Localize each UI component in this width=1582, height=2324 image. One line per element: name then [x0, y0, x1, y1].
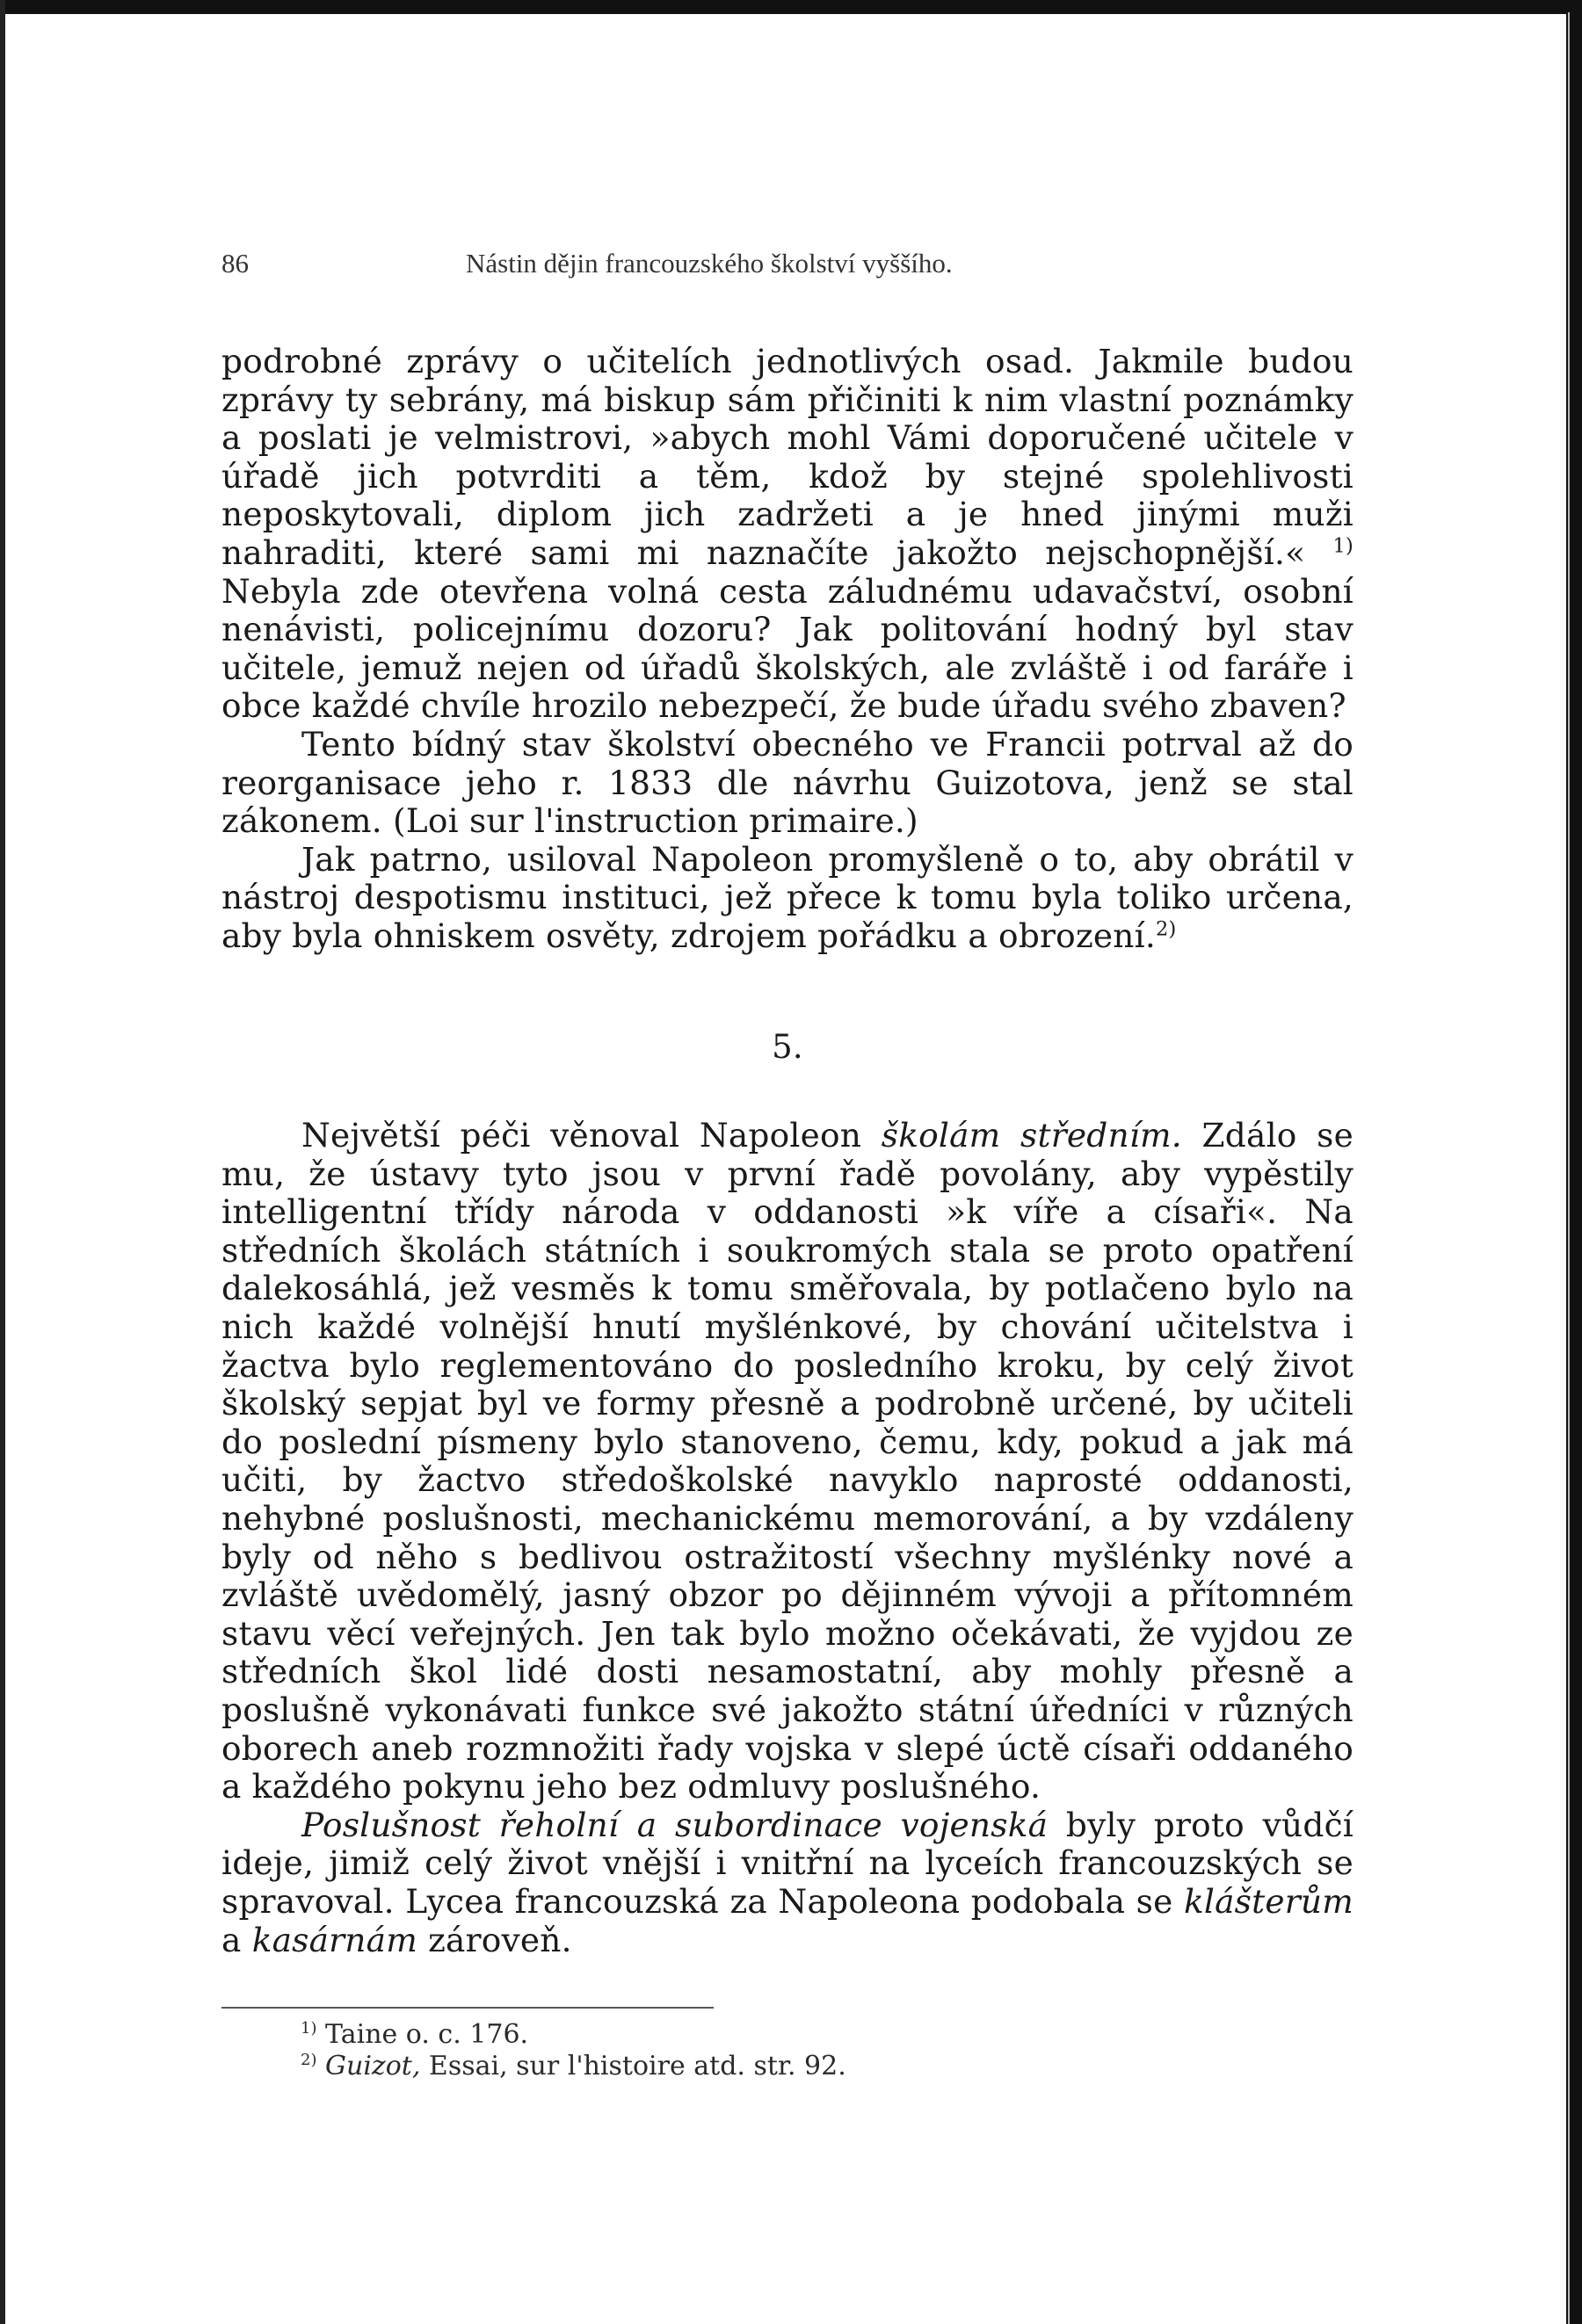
running-header	[221, 248, 1353, 286]
running-title: Nástin dějin francouzského školství vyššího.	[466, 248, 953, 279]
emphasis: kasárnám	[251, 1920, 417, 1959]
emphasis: Poslušnost řeholní a subordinace vojenská	[301, 1805, 1049, 1844]
footnote-ref-1: 1)	[1332, 534, 1353, 558]
footnote-1: $^{1)}$ Taine o. c. 176.	[301, 2019, 529, 2051]
emphasis: klášterům	[1183, 1881, 1353, 1921]
scan-left-border	[0, 0, 5, 2324]
paragraph: Tento bídný stav školství obecného ve Francii potrval až do reorganisace jeho r. 1833 dle návrhu Guizotova, jenž se stal zákonem. (Loi sur l'instruction primaire.)	[221, 724, 1353, 841]
footnote-2: $^{2)}$ Guizot, Essai, sur l'histoire atd. str. 92.	[301, 2051, 846, 2082]
page-edge-line	[1568, 12, 1570, 2324]
footnotes	[221, 2007, 846, 2082]
paragraph: Poslušnost řeholní a subordinace vojenská byly proto vůdčí ideje, jimiž celý život vnější i vnitřní na lyceích francouzských se spravoval. Lycea francouzská za Napoleona podobala se klášterům a kasárnám zároveň.	[221, 1805, 1353, 1959]
section-number: 5.	[772, 1027, 803, 1066]
emphasis: školám středním.	[881, 1116, 1182, 1155]
paragraph: Jak patrno, usiloval Napoleon promyšleně o to, aby obrátil v nástroj despotismu instituci, jež přece k tomu byla toliko určena, aby byla ohniskem osvěty, zdrojem pořádku a obrození.$^{2)}$	[221, 839, 1353, 955]
footnote-ref-2: 2)	[1155, 917, 1177, 941]
body-text	[221, 343, 1353, 1959]
page-number: 86	[221, 248, 249, 279]
scan-top-border	[0, 0, 1582, 14]
paragraph-continuation: podrobné zprávy o učitelích jednotlivých osad. Jakmile budou zprávy ty sebrány, má biskup sám přičiniti k nim vlastní poznámky a poslati je velmistrovi, »abych mohl Vámi doporučené učitele v úřadě jich potvrditi a těm, kdož by stejné spolehlivosti neposkytovali, diplom jich zadržeti a je hned jinými muži nahraditi, které sami mi naznačíte jakožto nejschopnější.« $^{1)}$ Nebyla zde otevřena volná cesta záludnému udavačství, osobní nenávisti, policejnímu dozoru? Jak politování hodný byl stav učitele, jemuž nejen od úřadů školských, ale zvláště i od faráře i obce každé chvíle hrozilo nebezpečí, že bude úřadu svého zbaven?	[221, 342, 1353, 726]
book-page	[221, 248, 1353, 2082]
paragraph: Největší péči věnoval Napoleon školám středním. Zdálo se mu, že ústavy tyto jsou v první řadě povolány, aby vypěstily intelligentní třídy národa v oddanosti »k víře a císaři«. Na středních školách státních i soukromých stala se proto opatření dalekosáhlá, jež vesměs k tomu směřovala, by potlačeno bylo na nich každé volnější hnutí myšlénkové, by chování učitelstva i žactva bylo reglementováno do posledního kroku, by celý život školský sepjat byl ve formy přesně a podrobně určené, by učiteli do poslední písmeny bylo stanoveno, čemu, kdy, pokud a jak má učiti, by žactvo středoškolské navyklo naprosté oddanosti, nehybné poslušnosti, mechanickému memorování, a by vzdáleny byly od něho s bedlivou ostražitostí všechny myšlénky nové a zvláště uvědomělý, jasný obzor po dějinném vývoji a přítomném stavu věcí veřejných. Jen tak bylo možno očekávati, že vyjdou ze středních škol lidé dosti nesamostatní, aby mohly přesně a poslušně vykonávati funkce své jakožto státní úředníci v různých oborech aneb rozmnožiti řady vojska v slepé úctě císaři oddaného a každého pokynu jeho bez odmluvy poslušného.	[221, 1116, 1354, 1806]
